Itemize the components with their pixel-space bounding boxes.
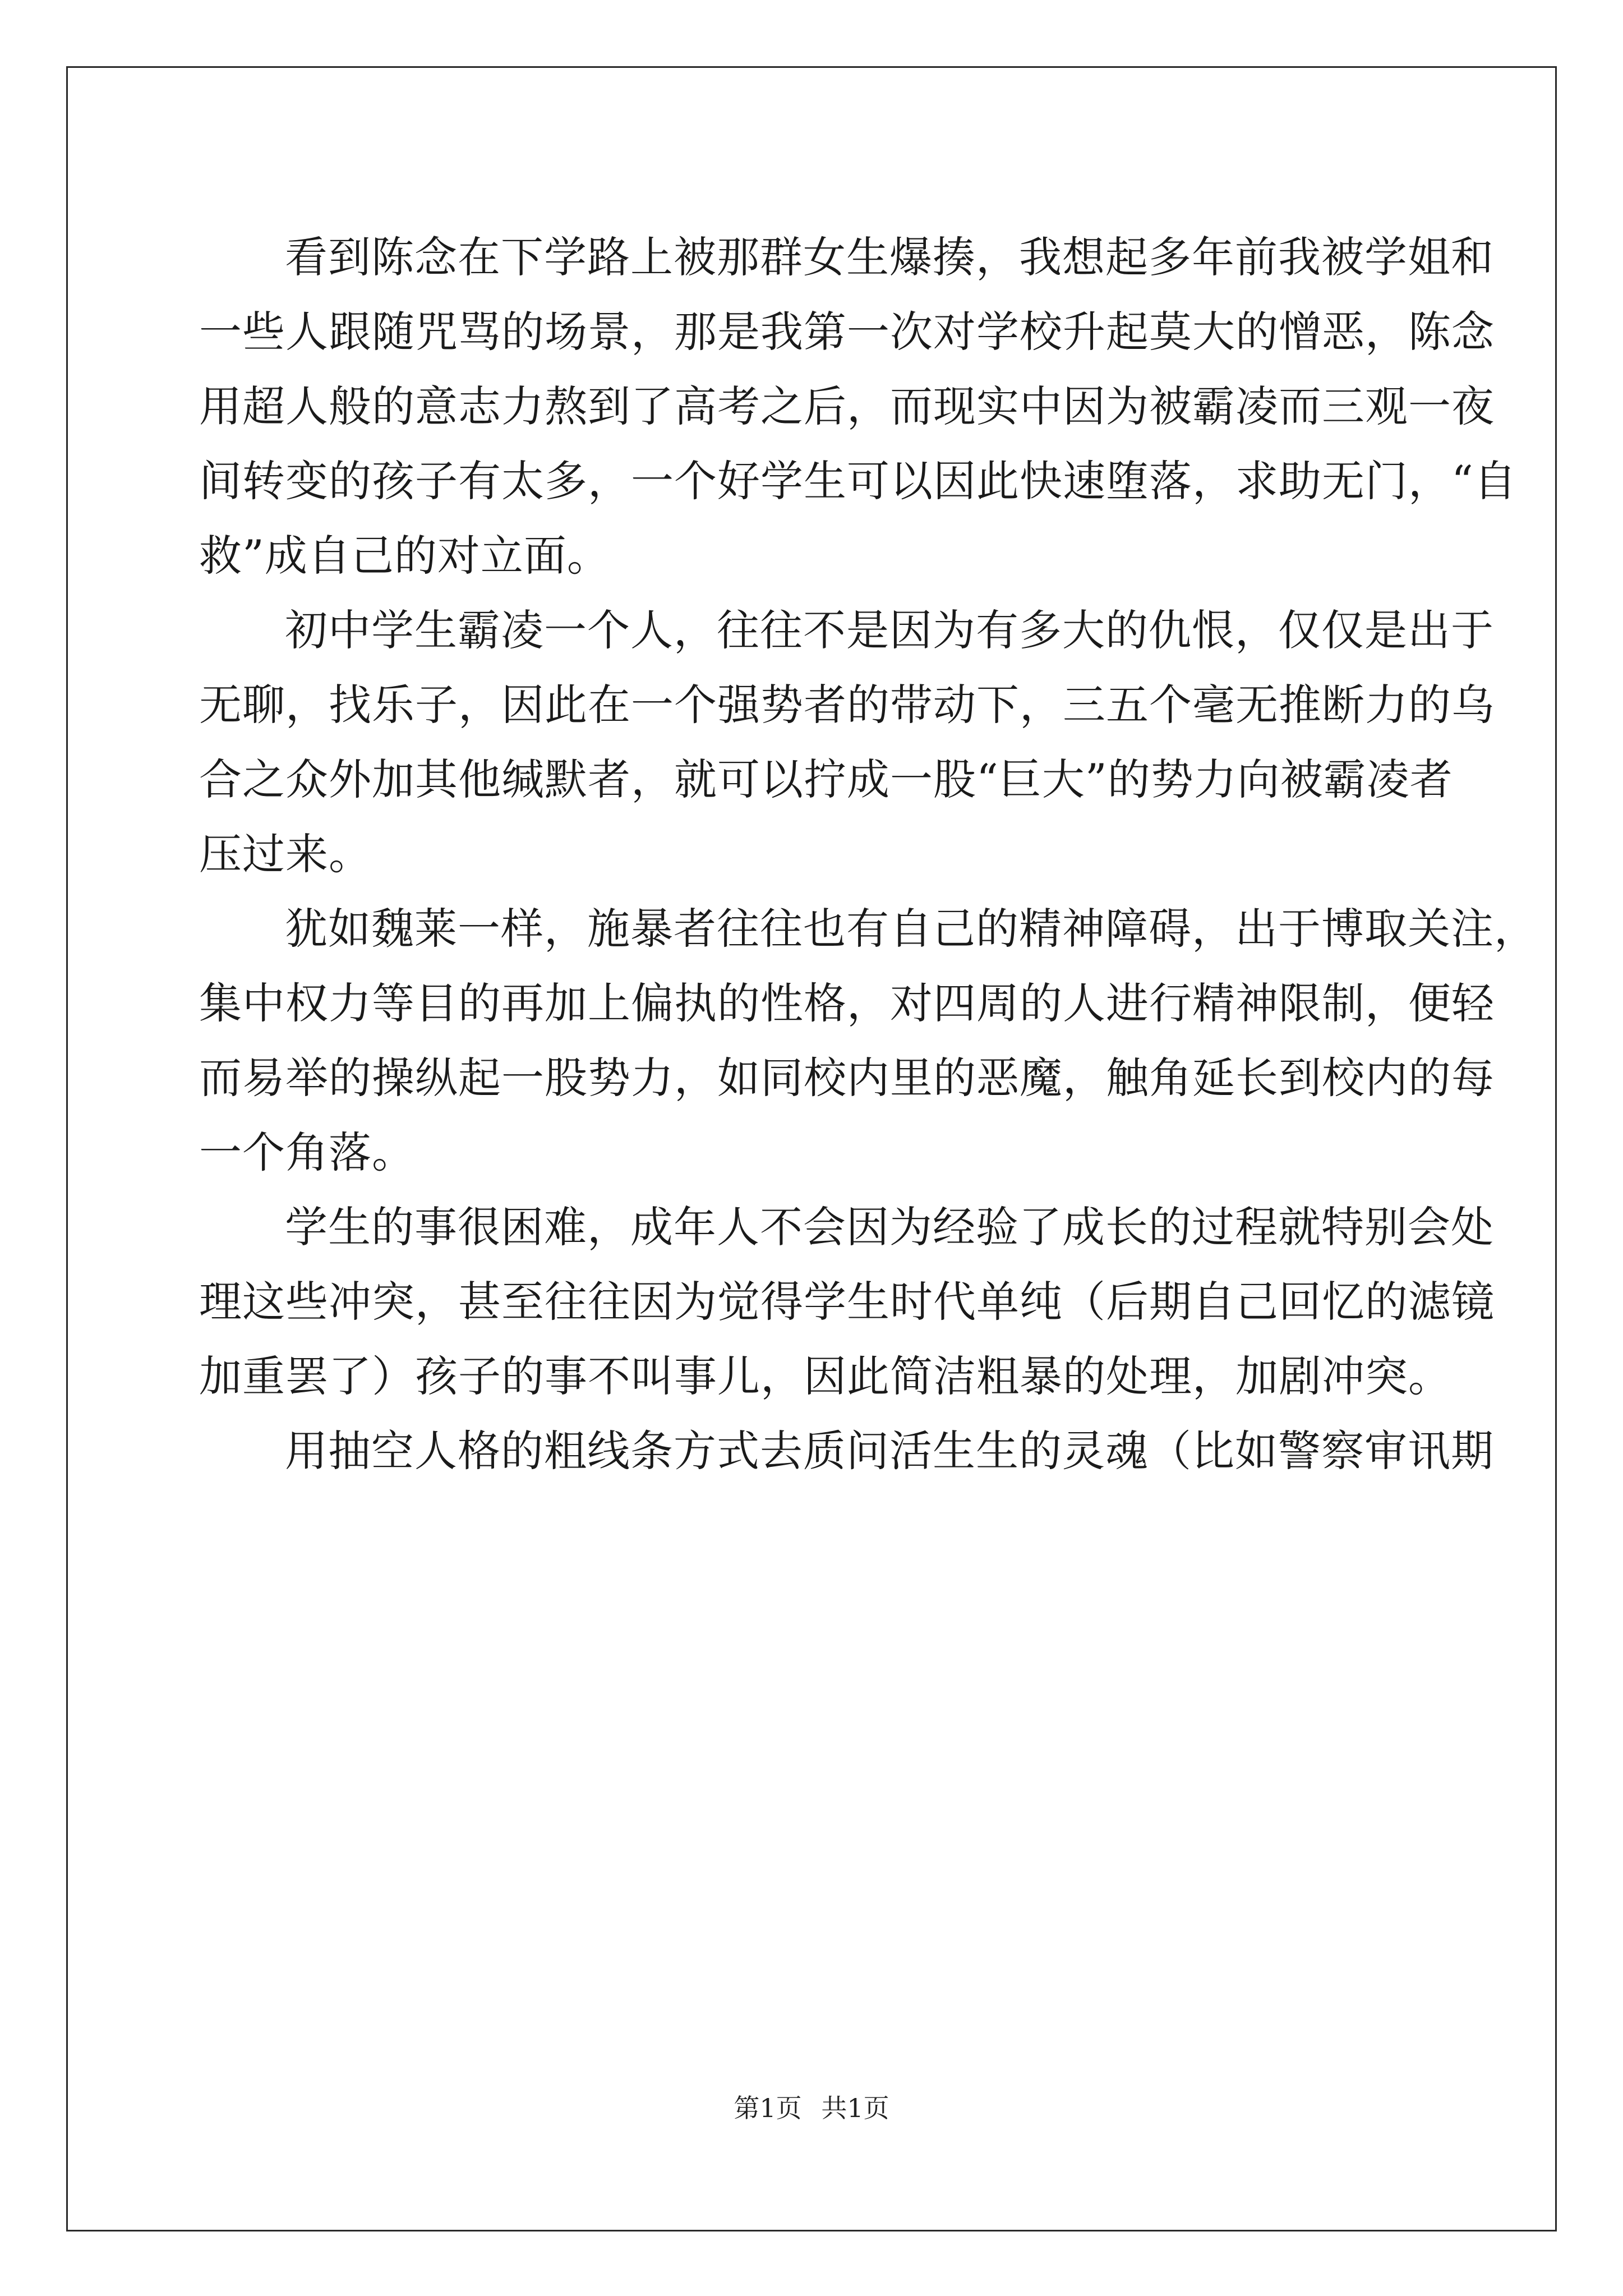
paragraph [199,1414,1494,1488]
text-line: 用超人般的意志力熬到了高考之后，而现实中因为被霸凌而三观一夜 [199,381,1495,431]
text-line: 理这些冲突，甚至往往因为觉得学生时代单纯（后期自己回忆的滤镜 [199,1277,1495,1327]
text-line: 学生的事很困难，成年人不会因为经验了成长的过程就特别会处 [285,1202,1494,1252]
text-line: 救”成自己的对立面。 [199,531,610,581]
paragraph [199,220,1517,593]
page-footer [0,2091,1623,2125]
paragraph [199,1190,1495,1414]
text-line: 集中权力等目的再加上偏执的性格，对四周的人进行精神限制，便轻 [199,978,1495,1028]
text-line: 用抽空人格的粗线条方式去质问活生生的灵魂（比如警察审讯期 [285,1426,1494,1476]
text-line: 一个角落。 [199,1128,415,1177]
text-line: 一些人跟随咒骂的场景，那是我第一次对学校升起莫大的憎恶，陈念 [199,307,1495,357]
text-line: 犹如魏莱一样，施暴者往往也有自己的精神障碍，出于博取关注， [285,904,1537,954]
text-line: 加重罢了）孩子的事不叫事儿，因此简洁粗暴的处理，加剧冲突。 [199,1351,1451,1401]
text-line: 间转变的孩子有太多，一个好学生可以因此快速堕落，求助无门，“自 [199,456,1517,506]
document-body [199,220,1537,1488]
text-line: 合之众外加其他缄默者，就可以拧成一股“巨大”的势力向被霸凌者 [199,754,1453,804]
text-line: 而易举的操纵起一股势力，如同校内里的恶魔，触角延长到校内的每 [199,1053,1495,1103]
text-line: 看到陈念在下学路上被那群女生爆揍，我想起多年前我被学姐和 [285,232,1494,282]
text-line: 初中学生霸凌一个人，往往不是因为有多大的仇恨，仅仅是出于 [285,605,1494,655]
page-number: 第1页 [734,2093,802,2123]
paragraph [199,891,1537,1190]
paragraph [199,593,1495,891]
text-line: 压过来。 [199,829,372,879]
text-line: 无聊，找乐子，因此在一个强势者的带动下，三五个毫无推断力的乌 [199,680,1495,730]
page-total: 共1页 [821,2093,889,2123]
